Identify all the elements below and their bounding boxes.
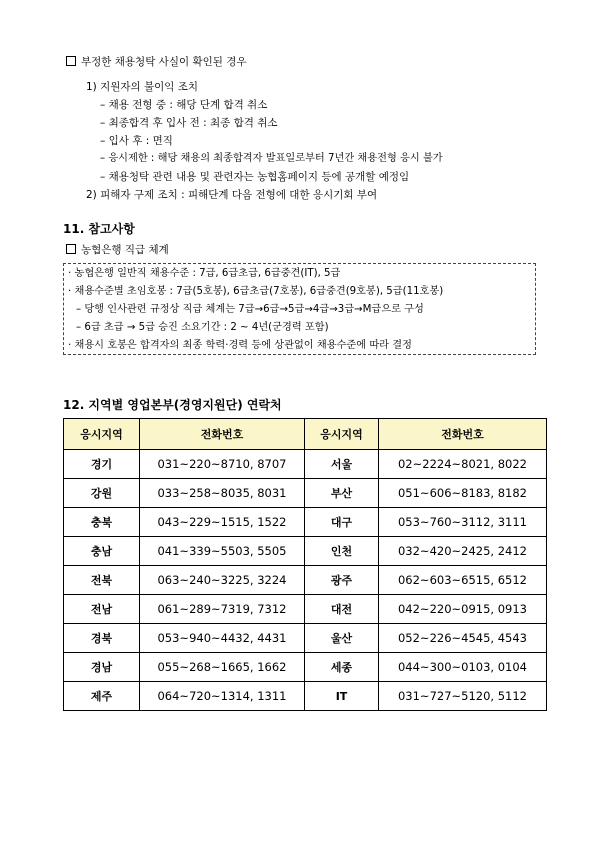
table-row bbox=[64, 450, 547, 479]
misconduct-item: – 최종합격 후 입사 전 : 최종 합격 취소 bbox=[100, 117, 278, 129]
misconduct-item: – 응시제한 : 해당 채용의 최종합격자 발표일로부터 7년간 채용전형 응시 불가 bbox=[100, 153, 443, 164]
phone-cell: 062~603~6515, 6512 bbox=[379, 566, 547, 595]
region-cell: 대전 bbox=[305, 595, 379, 624]
region-cell: 광주 bbox=[305, 566, 379, 595]
square-bullet-icon bbox=[66, 56, 76, 66]
region-cell: 충북 bbox=[64, 508, 140, 537]
phone-cell: 042~220~0915, 0913 bbox=[379, 595, 547, 624]
phone-cell: 041~339~5503, 5505 bbox=[140, 537, 305, 566]
phone-cell: 063~240~3225, 3224 bbox=[140, 566, 305, 595]
region-cell: 울산 bbox=[305, 624, 379, 653]
table-row bbox=[64, 537, 547, 566]
region-cell: 경남 bbox=[64, 653, 140, 682]
misconduct-item: 1) 지원자의 불이익 조치 bbox=[86, 81, 199, 93]
phone-cell: 053~940~4432, 4431 bbox=[140, 624, 305, 653]
box-line: · 채용시 호봉은 합격자의 최종 학력·경력 등에 상관없이 채용수준에 따라 결정 bbox=[68, 340, 412, 351]
section-12-heading: 12. 지역별 영업본부(경영지원단) 연락처 bbox=[63, 398, 282, 412]
phone-cell: 044~300~0103, 0104 bbox=[379, 653, 547, 682]
square-bullet-icon bbox=[66, 244, 76, 254]
contacts-table bbox=[63, 418, 547, 711]
table-row bbox=[64, 595, 547, 624]
phone-cell: 031~220~8710, 8707 bbox=[140, 450, 305, 479]
phone-cell: 061~289~7319, 7312 bbox=[140, 595, 305, 624]
phone-cell: 053~760~3112, 3111 bbox=[379, 508, 547, 537]
region-cell: 인천 bbox=[305, 537, 379, 566]
header-region: 응시지역 bbox=[64, 419, 140, 450]
header-phone: 전화번호 bbox=[140, 419, 305, 450]
region-cell: 경북 bbox=[64, 624, 140, 653]
table-header-row bbox=[64, 419, 547, 450]
region-cell: 전북 bbox=[64, 566, 140, 595]
section-11-heading: 11. 참고사항 bbox=[63, 222, 135, 236]
phone-cell: 051~606~8183, 8182 bbox=[379, 479, 547, 508]
box-line: · 농협은행 일반직 채용수준 : 7급, 6급초급, 6급중견(IT), 5급 bbox=[68, 268, 341, 279]
phone-cell: 02~2224~8021, 8022 bbox=[379, 450, 547, 479]
phone-cell: 032~420~2425, 2412 bbox=[379, 537, 547, 566]
section-11-subtitle-text: 농협은행 직급 체계 bbox=[81, 244, 169, 256]
misconduct-item: – 채용청탁 관련 내용 및 관련자는 농협홈페이지 등에 공개할 예정임 bbox=[100, 171, 410, 183]
region-cell: 경기 bbox=[64, 450, 140, 479]
box-line: – 6급 초급 → 5급 승진 소요기간 : 2 ~ 4년(군경력 포함) bbox=[76, 322, 329, 333]
table-row bbox=[64, 682, 547, 711]
phone-cell: 052~226~4545, 4543 bbox=[379, 624, 547, 653]
phone-cell: 033~258~8035, 8031 bbox=[140, 479, 305, 508]
region-cell: 부산 bbox=[305, 479, 379, 508]
table-row bbox=[64, 653, 547, 682]
misconduct-title-text: 부정한 채용청탁 사실이 확인된 경우 bbox=[81, 56, 247, 68]
header-phone: 전화번호 bbox=[379, 419, 547, 450]
phone-cell: 064~720~1314, 1311 bbox=[140, 682, 305, 711]
region-cell: 대구 bbox=[305, 508, 379, 537]
misconduct-title bbox=[66, 55, 247, 69]
phone-cell: 031~727~5120, 5112 bbox=[379, 682, 547, 711]
misconduct-item: – 입사 후 : 면직 bbox=[100, 135, 173, 147]
region-cell: 세종 bbox=[305, 653, 379, 682]
phone-cell: 043~229~1515, 1522 bbox=[140, 508, 305, 537]
region-cell: 제주 bbox=[64, 682, 140, 711]
table-row bbox=[64, 566, 547, 595]
phone-cell: 055~268~1665, 1662 bbox=[140, 653, 305, 682]
region-cell: IT bbox=[305, 682, 379, 711]
grade-system-box bbox=[63, 263, 536, 355]
table-row bbox=[64, 508, 547, 537]
misconduct-item: 2) 피해자 구제 조치 : 피해단계 다음 전형에 대한 응시기회 부여 bbox=[86, 189, 378, 201]
region-cell: 충남 bbox=[64, 537, 140, 566]
box-line: · 채용수준별 초임호봉 : 7급(5호봉), 6급초급(7호봉), 6급중견(9호봉), 5급(11호봉) bbox=[68, 286, 444, 297]
table-row bbox=[64, 624, 547, 653]
box-line: – 당행 인사관련 규정상 직급 체계는 7급→6급→5급→4급→3급→M급으로 구성 bbox=[76, 304, 424, 315]
table-row bbox=[64, 479, 547, 508]
region-cell: 전남 bbox=[64, 595, 140, 624]
header-region: 응시지역 bbox=[305, 419, 379, 450]
section-11-subtitle bbox=[66, 243, 169, 257]
region-cell: 강원 bbox=[64, 479, 140, 508]
region-cell: 서울 bbox=[305, 450, 379, 479]
misconduct-item: – 채용 전형 중 : 해당 단계 합격 취소 bbox=[100, 99, 268, 111]
